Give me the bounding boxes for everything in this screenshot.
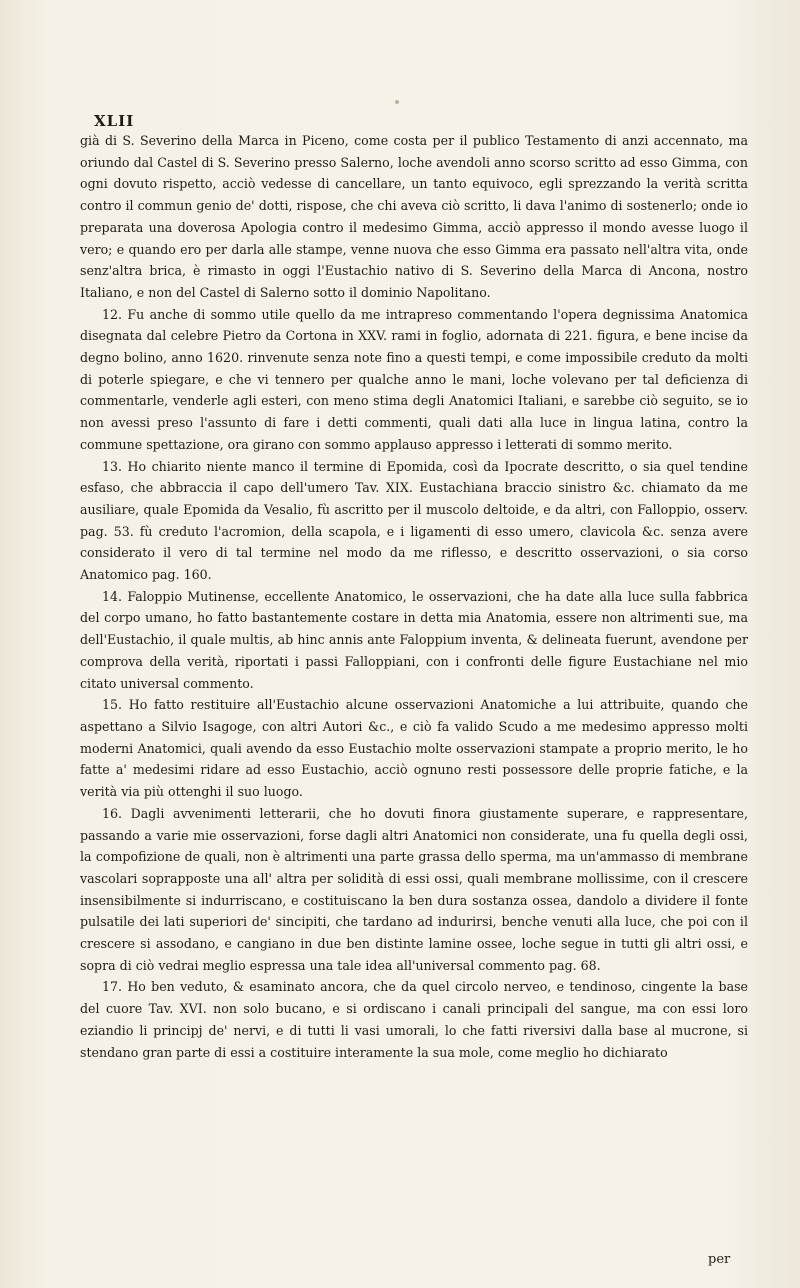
paragraph-16: 16. Dagli avvenimenti letterarii, che ho dovuti finora giustamente superare, e rappresentare, passando a varie mie osservazioni, forse dagli altri Anatomici non considerate, una fu quella degli ossi, la compofizione de quali, non è altrimenti una parte grassa dello sperma, ma un'ammasso di membrane vascolari soprapposte una all' altra per solidità di essi ossi, quali membrane mollissime, con il crescere insensibilmente si indurriscano, e costituiscano la ben dura sostanza ossea, dandolo a dividere il fonte pulsatile dei lati superiori de' sincipiti, che tardano ad indurirsi, benche venuti alla luce, che poi con il crescere si assodano, e cangiano in due ben distinte lamine ossee, loche segue in tutti gli altri ossi, e sopra di ciò vedrai meglio espressa una tale idea all'universal commento pag. 68. [80, 805, 748, 973]
paragraph-continuation: già di S. Severino della Marca in Piceno, come costa per il publico Testamento di anzi accennato, ma oriundo dal Castel di S. Severino presso Salerno, loche avendoli anno scorso scritto ad esso Gimma, con ogni dovuto rispetto, acciò vedesse di cancellare, un tanto equivoco, egli sprezzando la verità scritta contro il commun genio de' dotti, rispose, che chi aveva ciò scritto, li dava l'animo di sostenerlo; onde io preparata una doverosa Apologia contro il medesimo Gimma, acciò appresso il mondo avesse luogo il vero; e quando ero per darla alle stampe, venne nuova che esso Gimma era passato nell'altra vita, onde senz'altra brica, è rimasto in oggi l'Eustachio nativo di S. Severino della Marca di Ancona, nostro Italiano, e non del Castel di Salerno sotto il dominio Napolitano. [80, 133, 748, 300]
paragraph-17: 17. Ho ben veduto, & esaminato ancora, che da quel circolo nerveo, e tendinoso, cingente la base del cuore Tav. XVI. non solo bucano, e si ordiscano i canali principali del sangue, ma con essi loro eziandio li principj de' nervi, e di tutti li vasi umorali, lo che fatti riversivi dalla base al mucrone, si stendano gran parte di essi a costituire interamente la sua mole, come meglio ho dichiarato [80, 979, 748, 1060]
ink-speck [395, 100, 399, 104]
paragraph-12: 12. Fu anche di sommo utile quello da me intrapreso commentando l'opera degnissima Anatomica disegnata dal celebre Pietro da Cortona in XXV. rami in foglio, adornata di 221. figura, e bene incise da degno bolino, anno 1620. rinvenute senza note fino a questi tempi, e come impossibile creduto da molti di poterle spiegare, e che vi tennero per qualche anno le mani, loche volevano per tal deficienza di commentarle, venderle agli esteri, con meno stima degli Anatomici Italiani, e sarebbe ciò seguito, se io non avessi preso l'assunto di fare i detti commenti, quali dati alla luce in lingua latina, contro la commune spettazione, ora girano con sommo applauso appresso i letterati di sommo merito. [80, 306, 748, 452]
body-text [80, 130, 748, 1063]
catchword: per [708, 1252, 731, 1267]
paragraph-15: 15. Ho fatto restituire all'Eustachio alcune osservazioni Anatomiche a lui attribuite, quando che aspettano a Silvio Isagoge, con altri Autori &c., e ciò fa valido Scudo a me medesimo appresso molti moderni Anatomici, quali avendo da esso Eustachio molte osservazioni stampate a proprio merito, le ho fatte a' medesimi ridare ad esso Eustachio, acciò ognuno resti possessore delle proprie fatiche, e la verità via più ottenghi il suo luogo. [80, 697, 748, 800]
paragraph-13: 13. Ho chiarito niente manco il termine di Epomida, così da Ipocrate descritto, o sia quel tendine esfaso, che abbraccia il capo dell'umero Tav. XIX. Eustachiana braccio sinistro &c. chiamato da me ausiliare, quale Epomida da Vesalio, fù ascritto per il muscolo deltoide, e da altri, con Falloppio, osserv. pag. 53. fù creduto l'acromion, della scapola, e i ligamenti di esso umero, clavicola &c. senza avere considerato il vero di tal termine nel modo da me riflesso, e descritto osservazioni, o sia corso Anatomico pag. 160. [80, 458, 748, 583]
page-number: XLII [94, 112, 135, 130]
paragraph-14: 14. Faloppio Mutinense, eccellente Anatomico, le osservazioni, che ha date alla luce sulla fabbrica del corpo umano, ho fatto bastantemente costare in detta mia Anatomia, essere non altrimenti sue, ma dell'Eustachio, il quale multis, ab hinc annis ante Faloppium inventa, & delineata fuerunt, avendone per comprova della verità, riportati i passi Falloppiani, con i confronti delle figure Eustachiane nel mio citato universal commento. [80, 588, 748, 691]
